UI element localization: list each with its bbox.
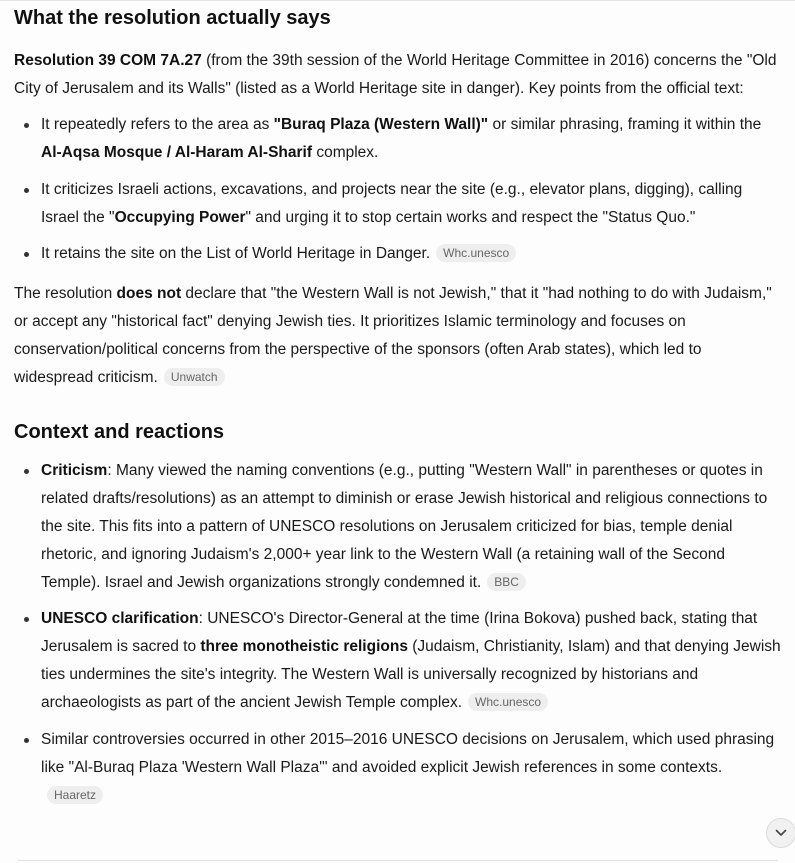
bullet-dot	[24, 252, 29, 257]
list-text: It criticizes Israeli actions, excavations, and projects near the site (e.g., elevator plans, digging), calling Israel the "	[41, 181, 743, 226]
list-text: Similar controversies occurred in other 2015–2016 UNESCO decisions on Jerusalem, which used phrasing like "Al-Buraq Plaza 'Western Wall Plaza'" and avoided explicit Jewish references in some contexts.	[41, 731, 775, 776]
source-chip[interactable]: Whc.unesco	[468, 693, 548, 711]
list-item	[41, 176, 784, 232]
scroll-to-bottom-button[interactable]	[766, 818, 795, 848]
source-chip[interactable]: BBC	[487, 573, 526, 591]
list-item	[41, 605, 784, 717]
context-list	[14, 457, 784, 810]
intro-paragraph	[14, 47, 784, 103]
list-item	[41, 726, 784, 810]
list-text: It repeatedly refers to the area as	[41, 116, 274, 133]
list-bold: "Buraq Plaza (Western Wall)"	[273, 116, 489, 133]
list-text: or similar phrasing, framing it within the	[488, 116, 762, 133]
para-bold: does not	[116, 285, 182, 302]
list-item	[41, 240, 784, 268]
source-chip[interactable]: Haaretz	[47, 786, 103, 804]
composer-top-edge	[18, 860, 778, 861]
summary-paragraph	[14, 280, 784, 392]
list-text: : UNESCO's Director-General at the time (Irina Bokova) pushed back, stating that Jerusalem is sacred to	[41, 610, 758, 655]
list-item	[41, 111, 784, 167]
bullet-dot	[24, 617, 29, 622]
list-text: It retains the site on the List of World Heritage in Danger.	[41, 245, 431, 262]
list-text: complex.	[312, 144, 379, 161]
list-bold: Criticism	[41, 462, 108, 479]
resolution-points-list	[14, 111, 784, 268]
para-text: The resolution	[14, 285, 117, 302]
intro-text: (from the 39th session of the World Heritage Committee in 2016) concerns the "Old City of Jerusalem and its Walls" (listed as a World Heritage site in danger). Key points from the official text:	[14, 52, 777, 97]
answer-content	[14, 0, 784, 810]
list-item	[41, 457, 784, 597]
list-bold: UNESCO clarification	[41, 610, 199, 627]
chevron-down-icon	[775, 824, 787, 842]
bullet-dot	[24, 188, 29, 193]
source-chip[interactable]: Unwatch	[164, 368, 225, 386]
section-heading-context: Context and reactions	[14, 421, 225, 443]
bullet-dot	[24, 738, 29, 743]
section-heading-resolution: What the resolution actually says	[14, 7, 331, 29]
source-chip[interactable]: Whc.unesco	[436, 244, 516, 262]
list-bold: Occupying Power	[114, 209, 246, 226]
bullet-dot	[24, 123, 29, 128]
bullet-dot	[24, 469, 29, 474]
para-text: declare that "the Western Wall is not Jewish," that it "had nothing to do with Judaism," or accept any "historical fact" denying Jewish ties. It prioritizes Islamic terminology and focuses on conservation/political concerns from the perspective of the sponsors (often Arab states), which led to widespread criticism.	[14, 285, 772, 386]
list-text: : Many viewed the naming conventions (e.g., putting "Western Wall" in parentheses or quotes in related drafts/resolutions) as an attempt to diminish or erase Jewish historical and religious connections to the site. This fits into a pattern of UNESCO resolutions on Jerusalem criticized for bias, temple denial rhetoric, and ignoring Judaism's 2,000+ year link to the Western Wall (a retaining wall of the Second Temple). Israel and Jewish organizations strongly condemned it.	[41, 462, 768, 591]
list-text: " and urging it to stop certain works and respect the "Status Quo."	[245, 209, 696, 226]
resolution-id: Resolution 39 COM 7A.27	[14, 52, 202, 69]
list-text: (Judaism, Christianity, Islam) and that denying Jewish ties undermines the site's integrity. The Western Wall is universally recognized by historians and archaeologists as part of the ancient Jewish Temple complex.	[41, 638, 781, 711]
list-bold: three monotheistic religions	[200, 638, 408, 655]
list-bold: Al-Aqsa Mosque / Al-Haram Al-Sharif	[41, 144, 313, 161]
